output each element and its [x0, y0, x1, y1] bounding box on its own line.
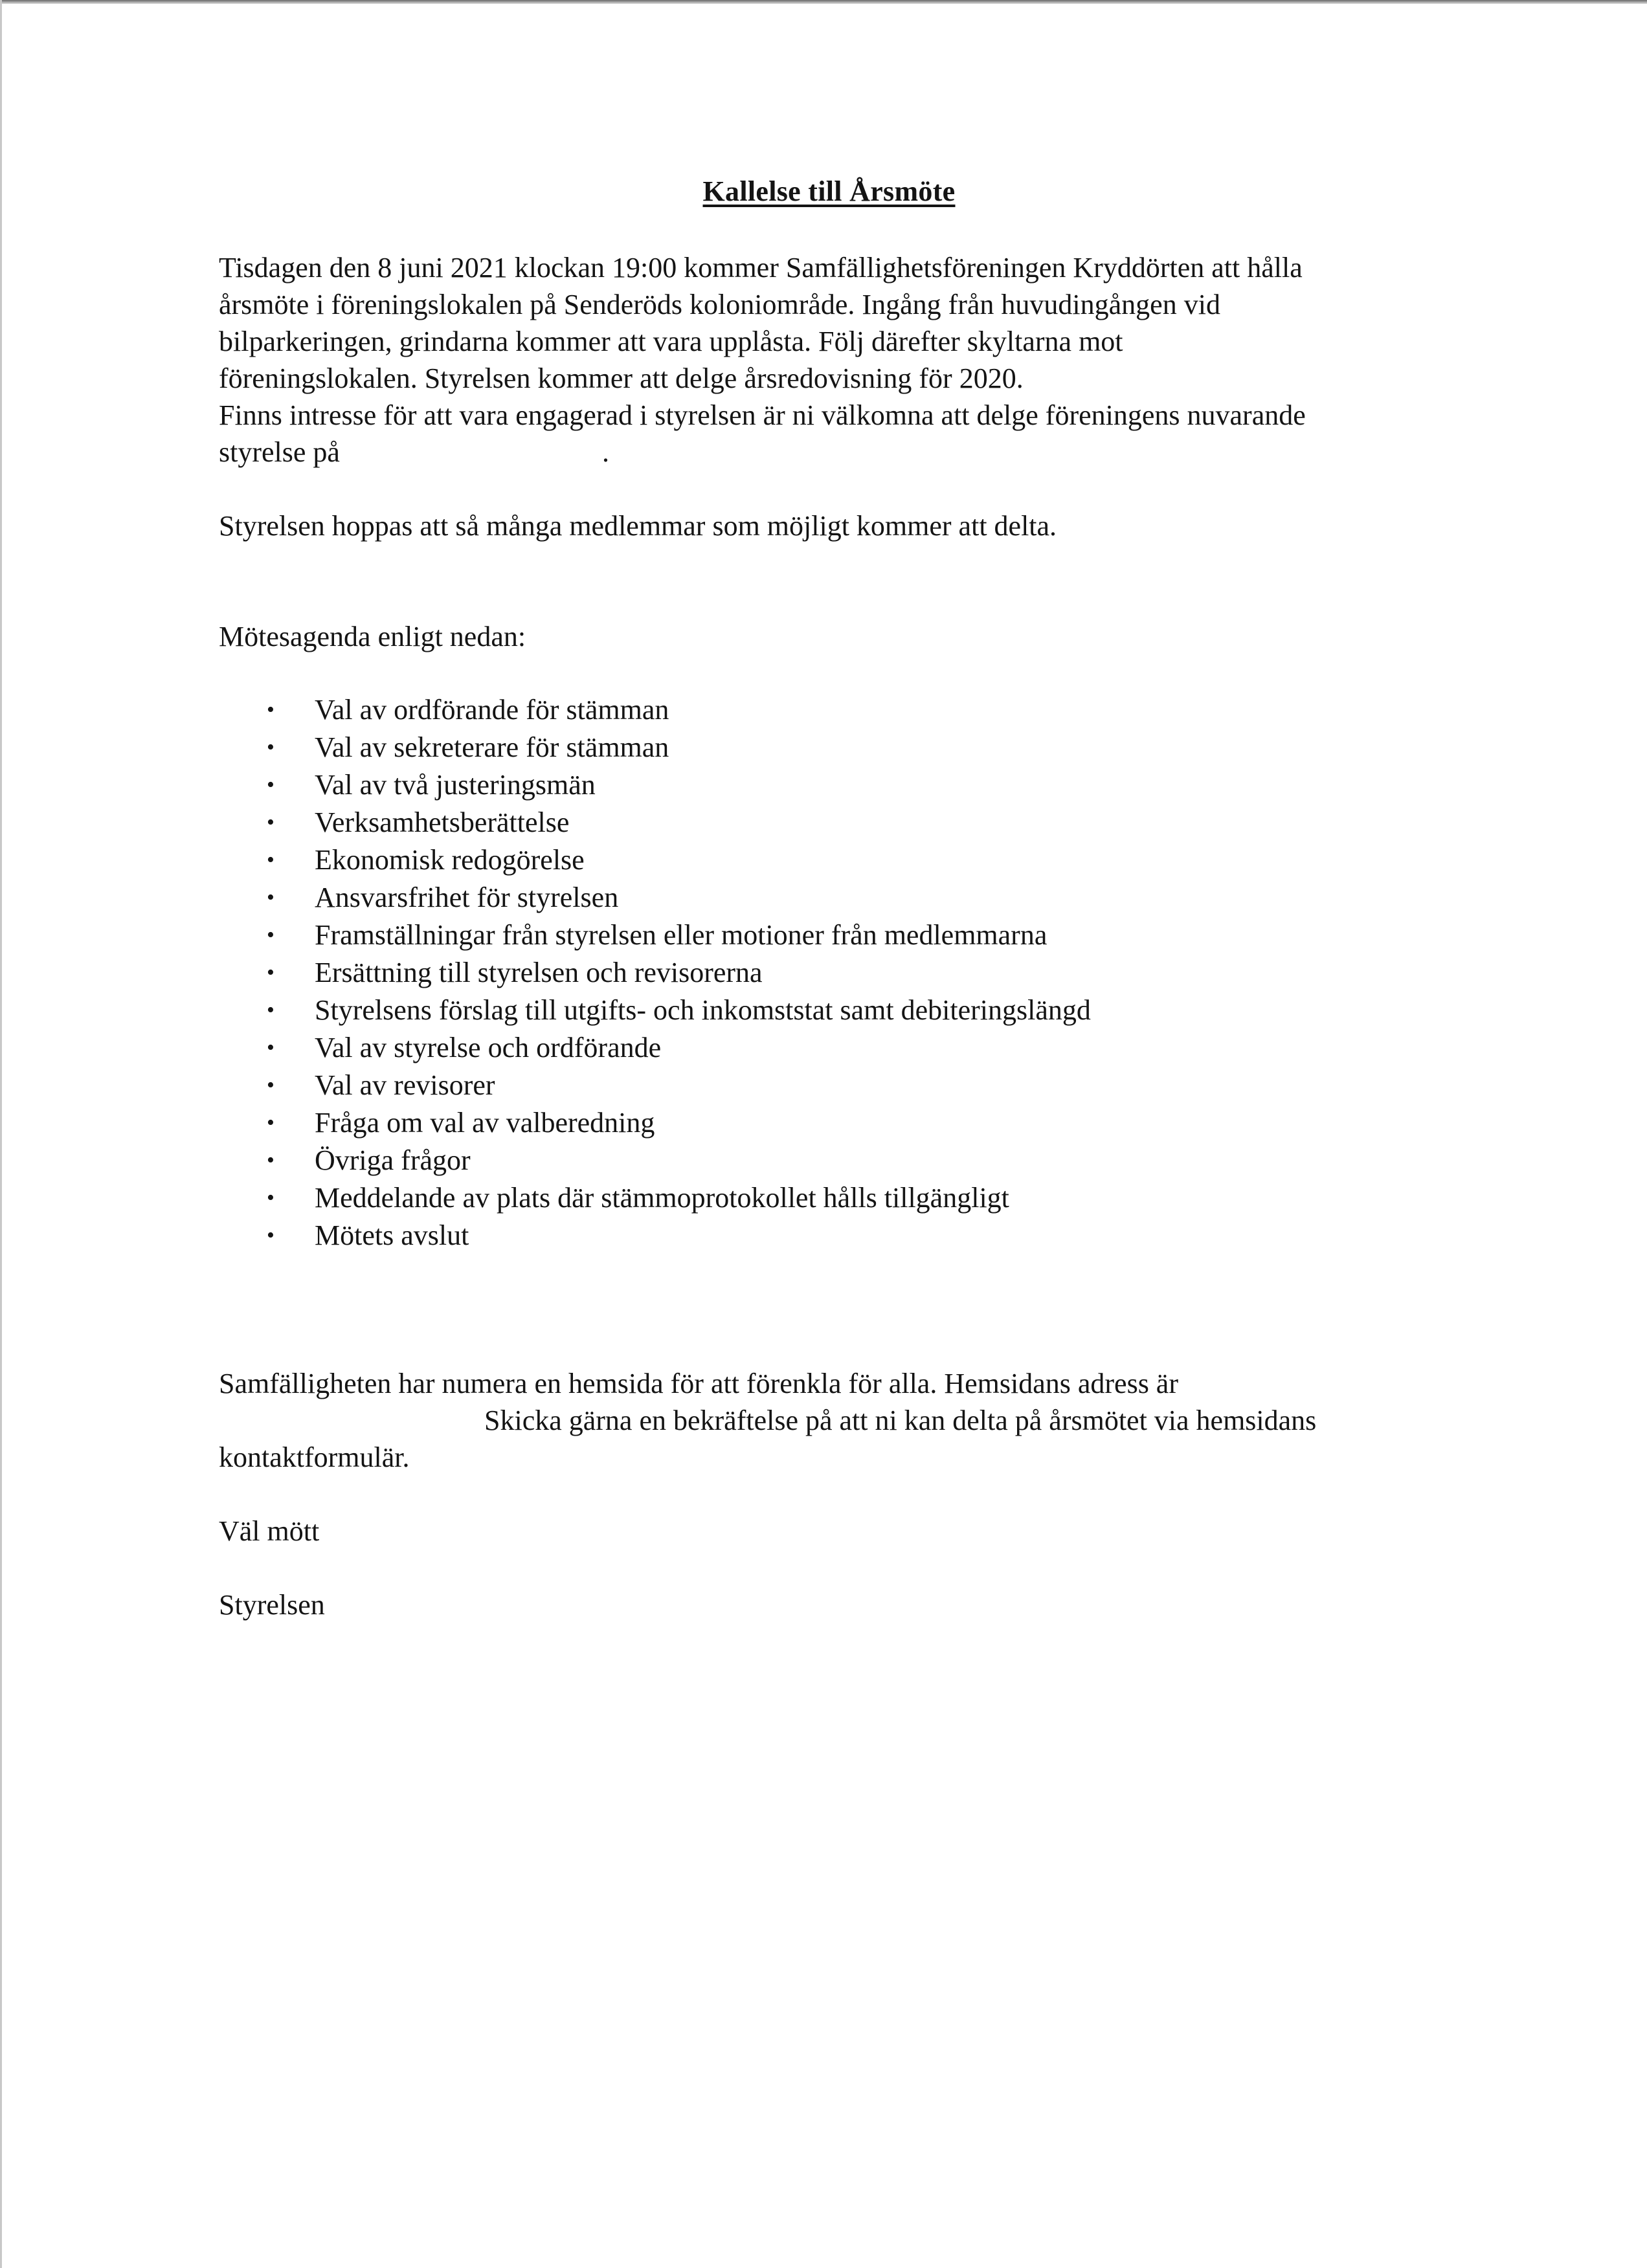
website-line: Skicka gärna en bekräftelse på att ni kan delta på årsmötet via hemsidans: [484, 1405, 1317, 1436]
scan-edge-top: [0, 0, 1647, 4]
agenda-item: [219, 1029, 1439, 1067]
letter-title: Kallelse till Årsmöte: [702, 175, 956, 207]
bullet-icon: •: [267, 810, 274, 834]
hope-sentence: Styrelsen hoppas att så många medlemmar som möjligt kommer att delta.: [219, 510, 1057, 542]
agenda-item-text: Ersättning till styrelsen och revisorerna: [315, 957, 763, 988]
agenda-item-text: Val av två justeringsmän: [315, 769, 596, 801]
interest-line: Finns intresse för att vara engagerad i styrelsen är ni välkomna att delge föreningens nuvarande: [219, 399, 1306, 431]
interest-line-2-text: styrelse på: [219, 436, 340, 468]
agenda-item: [219, 1142, 1439, 1179]
agenda-item-text: Fråga om val av valberedning: [315, 1107, 655, 1139]
agenda-item-text: Verksamhetsberättelse: [315, 806, 570, 838]
agenda-item: [219, 691, 1439, 729]
agenda-item: [219, 1179, 1439, 1217]
agenda-item-text: Framställningar från styrelsen eller motioner från medlemmarna: [315, 919, 1048, 951]
bullet-icon: •: [267, 698, 274, 722]
agenda-item-text: Ansvarsfrihet för styrelsen: [315, 882, 619, 913]
agenda-item: [219, 992, 1439, 1029]
agenda-item-text: Övriga frågor: [315, 1144, 471, 1176]
agenda-item: [219, 729, 1439, 766]
agenda-item: [219, 804, 1439, 841]
agenda-item-text: Ekonomisk redogörelse: [315, 844, 585, 876]
agenda-item-text: Mötets avslut: [315, 1219, 469, 1251]
agenda-item-text: Val av revisorer: [315, 1069, 495, 1101]
agenda-list: [219, 691, 1439, 1254]
bullet-icon: •: [267, 1036, 274, 1060]
closing: Väl mött: [219, 1515, 320, 1547]
agenda-item-text: Styrelsens förslag till utgifts- och inkomststat samt debiteringslängd: [315, 994, 1091, 1026]
bullet-icon: •: [267, 1186, 274, 1210]
agenda-item-text: Val av styrelse och ordförande: [315, 1032, 662, 1063]
signature: Styrelsen: [219, 1589, 325, 1621]
agenda-item-text: Val av ordförande för stämman: [315, 694, 669, 726]
bullet-icon: •: [267, 735, 274, 759]
intro-line: Tisdagen den 8 juni 2021 klockan 19:00 kommer Samfällighetsföreningen Kryddörten att hålla: [219, 252, 1303, 284]
bullet-icon: •: [267, 1148, 274, 1172]
agenda-item: [219, 766, 1439, 804]
agenda-item: [219, 917, 1439, 954]
agenda-item: [219, 879, 1439, 917]
bullet-icon: •: [267, 923, 274, 947]
website-line: Samfälligheten har numera en hemsida för att förenkla för alla. Hemsidans adress är: [219, 1368, 1178, 1399]
bullet-icon: •: [267, 998, 274, 1022]
bullet-icon: •: [267, 961, 274, 984]
intro-line: årsmöte i föreningslokalen på Senderöds koloniområde. Ingång från huvudingången vid: [219, 289, 1220, 320]
agenda-item: [219, 1104, 1439, 1142]
interest-line-2: [219, 434, 1439, 471]
letter-page: [219, 175, 1439, 1623]
agenda-item: [219, 1217, 1439, 1254]
website-line: kontaktformulär.: [219, 1441, 410, 1473]
agenda-item: [219, 954, 1439, 992]
bullet-icon: •: [267, 1111, 274, 1135]
agenda-item: [219, 841, 1439, 879]
bullet-icon: •: [267, 885, 274, 909]
intro-line: föreningslokalen. Styrelsen kommer att delge årsredovisning för 2020.: [219, 362, 1024, 394]
bullet-icon: •: [267, 1073, 274, 1097]
intro-line: bilparkeringen, grindarna kommer att vara upplåsta. Följ därefter skyltarna mot: [219, 326, 1123, 357]
website-paragraph: [219, 1365, 1439, 1476]
interest-line-2-dot: .: [601, 436, 609, 468]
scan-edge-left: [0, 0, 2, 2268]
bullet-icon: •: [267, 773, 274, 797]
agenda-item: [219, 1067, 1439, 1104]
agenda-intro: Mötesagenda enligt nedan:: [219, 621, 526, 652]
bullet-icon: •: [267, 1223, 274, 1247]
intro-paragraph: [219, 249, 1439, 471]
bullet-icon: •: [267, 848, 274, 872]
agenda-item-text: Val av sekreterare för stämman: [315, 731, 669, 763]
agenda-item-text: Meddelande av plats där stämmoprotokollet hålls tillgängligt: [315, 1182, 1009, 1214]
